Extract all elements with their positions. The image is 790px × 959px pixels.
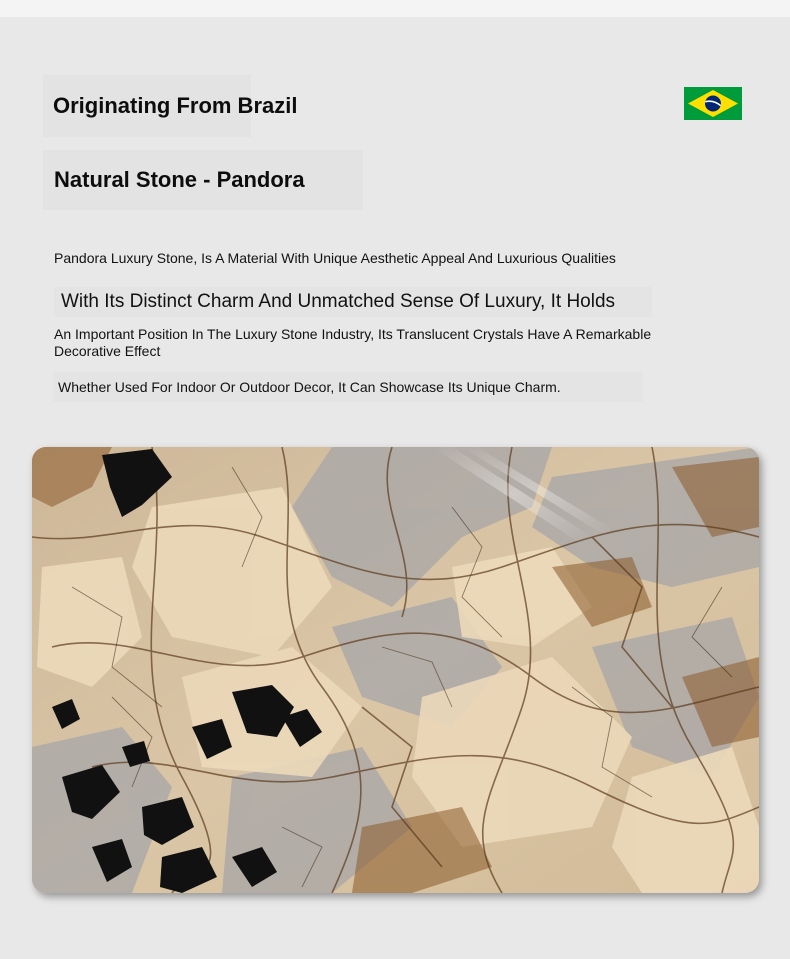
- stone-texture: [32, 447, 759, 893]
- description-line-4-text: Whether Used For Indoor Or Outdoor Decor, It Can Showcase Its Unique Charm.: [58, 379, 561, 395]
- description-line-3: An Important Position In The Luxury Stone Industry, Its Translucent Crystals Have A Remarkable Decorative Effect: [54, 326, 652, 359]
- top-strip: [0, 0, 790, 17]
- brazil-flag-icon: [684, 87, 742, 120]
- description-line-1: Pandora Luxury Stone, Is A Material With Unique Aesthetic Appeal And Luxurious Qualities: [54, 250, 616, 266]
- description-line-2-text: With Its Distinct Charm And Unmatched Sense Of Luxury, It Holds: [61, 291, 616, 312]
- product-name: Natural Stone - Pandora: [54, 167, 305, 192]
- pandora-stone-image: [32, 447, 759, 893]
- description-line-4: [53, 372, 643, 402]
- origin-title: Originating From Brazil: [53, 93, 298, 118]
- product-heading: [43, 150, 363, 210]
- origin-heading: [43, 75, 298, 137]
- description-line-2: [54, 287, 652, 317]
